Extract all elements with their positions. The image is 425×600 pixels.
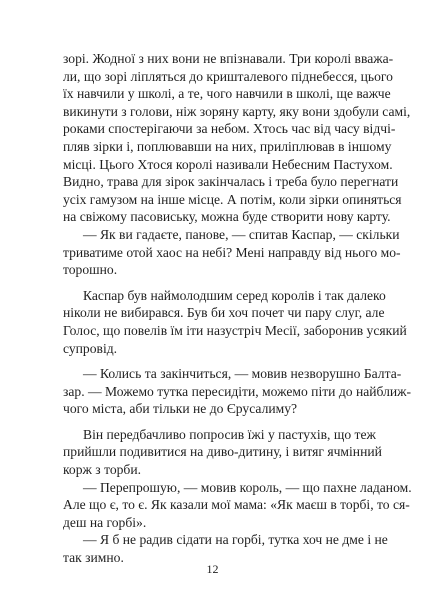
text-line: пляв зірки і, поплювавши на них, приліплював в іншому xyxy=(63,138,392,154)
text-line: корж з торби. xyxy=(63,462,142,478)
text-line: прийшли подивитися на диво-дитину, і витяг ячмінний xyxy=(63,444,382,460)
text-line: місці. Цього Хтося королі називали Небесним Пастухом. xyxy=(63,156,393,172)
paragraph xyxy=(63,226,401,279)
text-line: Але що є, то є. Як казали мої мама: «Як маєш в торбі, то ся- xyxy=(63,497,410,513)
text-line: деш на горбі». xyxy=(63,514,147,530)
text-line: роками спостерігаючи за небом. Хтось час від часу відчі- xyxy=(63,121,396,137)
text-line: Голос, що повелів їм іти назустріч Месії, заборонив усякий xyxy=(63,322,407,338)
text-line: ніколи не вибирався. Був би хоч почет чи пару слуг, але xyxy=(63,305,385,321)
text-line: — Перепрошую, — мовив король, — що пахне ладаном. xyxy=(83,479,412,495)
text-line: викинути з голови, ніж зоряну карту, яку вони здобули самі, xyxy=(63,103,411,119)
text-line: супровід. xyxy=(63,340,118,356)
paragraph xyxy=(63,50,411,226)
text-line: — Колись та закінчиться, — мовив незворушно Балта- xyxy=(83,366,402,382)
text-line: Він передбачливо попросив їжі у пастухів, що теж xyxy=(83,426,376,442)
text-line: чого міста, аби тільки не до Єрусалиму? xyxy=(63,401,298,417)
paragraph xyxy=(63,287,407,357)
text-line: зар. — Можемо тутка пересидіти, можемо піти до найближ- xyxy=(63,383,412,399)
text-line: — Я б не радив сідати на горбі, тутка хоч не дме і не xyxy=(83,532,388,548)
paragraph xyxy=(63,426,382,479)
text-line: Каспар був наймолодшим серед королів і так далеко xyxy=(83,287,386,303)
paragraph xyxy=(63,365,412,418)
page-number: 12 xyxy=(206,562,219,576)
text-line: на свіжому пасовиську, можна буде створити нову карту. xyxy=(63,209,391,225)
text-line: ли, що зорі ліпляться до кришталевого піднебесся, цього xyxy=(63,68,393,84)
text-line: Видно, трава для зірок закінчалась і треба було перегнати xyxy=(63,174,399,190)
text-line: так зимно. xyxy=(63,550,124,566)
page-body xyxy=(63,50,412,567)
text-line: торошно. xyxy=(63,262,118,278)
text-line: триватиме отой хаос на небі? Мені направду від нього мо- xyxy=(63,244,401,260)
paragraph xyxy=(63,479,412,532)
text-line: зорі. Жодної з них вони не впізнавали. Три королі вважа- xyxy=(63,51,394,66)
text-line: — Як ви гадаєте, панове, — спитав Каспар, — скільки xyxy=(83,226,400,242)
text-line: їх навчили у школі, а те, чого навчили в школі, ще важче xyxy=(63,86,391,102)
text-line: усіх гамузом на інше місце. А потім, коли зірки опиняться xyxy=(63,191,402,207)
